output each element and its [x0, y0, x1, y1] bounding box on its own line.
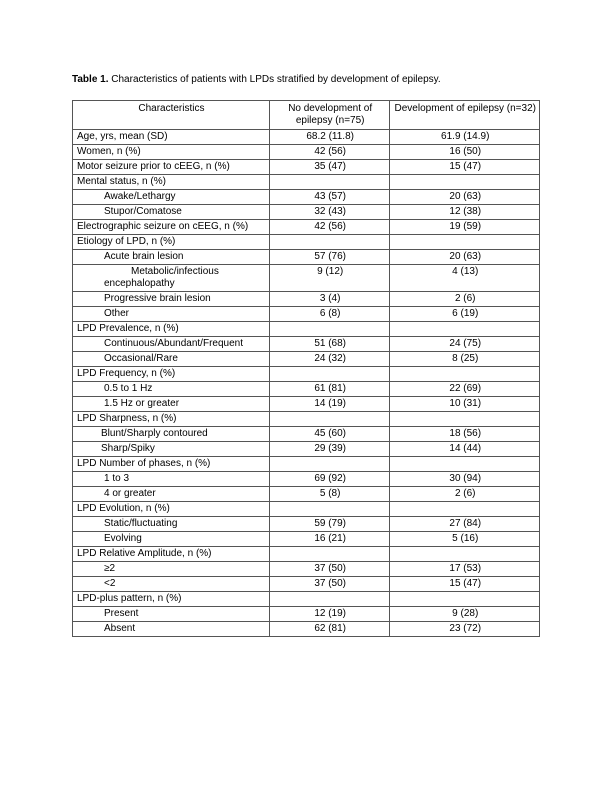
table-row [73, 382, 540, 397]
table-row [73, 175, 540, 190]
epilepsy-value [390, 457, 540, 472]
epilepsy-value: 15 (47) [390, 577, 540, 592]
no-epilepsy-value: 32 (43) [269, 205, 390, 220]
row-label: Blunt/Sharply contoured [73, 427, 270, 442]
no-epilepsy-value: 37 (50) [269, 577, 390, 592]
epilepsy-value: 20 (63) [390, 190, 540, 205]
no-epilepsy-value: 24 (32) [269, 352, 390, 367]
epilepsy-value [390, 322, 540, 337]
epilepsy-value: 24 (75) [390, 337, 540, 352]
row-label: LPD-plus pattern, n (%) [73, 592, 270, 607]
table-row [73, 322, 540, 337]
no-epilepsy-value: 12 (19) [269, 607, 390, 622]
epilepsy-value: 20 (63) [390, 250, 540, 265]
row-label: Static/fluctuating [73, 517, 270, 532]
epilepsy-value: 9 (28) [390, 607, 540, 622]
epilepsy-value: 27 (84) [390, 517, 540, 532]
no-epilepsy-value: 43 (57) [269, 190, 390, 205]
epilepsy-value: 8 (25) [390, 352, 540, 367]
epilepsy-value [390, 235, 540, 250]
no-epilepsy-value: 37 (50) [269, 562, 390, 577]
table-row [73, 547, 540, 562]
row-label: Awake/Lethargy [73, 190, 270, 205]
epilepsy-value: 18 (56) [390, 427, 540, 442]
table-row [73, 307, 540, 322]
epilepsy-value: 22 (69) [390, 382, 540, 397]
row-label: Mental status, n (%) [73, 175, 270, 190]
table-row [73, 367, 540, 382]
no-epilepsy-value: 16 (21) [269, 532, 390, 547]
row-label: LPD Prevalence, n (%) [73, 322, 270, 337]
no-epilepsy-value: 29 (39) [269, 442, 390, 457]
row-label: Age, yrs, mean (SD) [73, 130, 270, 145]
no-epilepsy-value: 5 (8) [269, 487, 390, 502]
row-label: Continuous/Abundant/Frequent [73, 337, 270, 352]
table-row [73, 250, 540, 265]
no-epilepsy-value [269, 175, 390, 190]
row-label: ≥2 [73, 562, 270, 577]
no-epilepsy-value: 14 (19) [269, 397, 390, 412]
no-epilepsy-value: 3 (4) [269, 292, 390, 307]
row-label: Present [73, 607, 270, 622]
row-label: Other [73, 307, 270, 322]
epilepsy-value: 12 (38) [390, 205, 540, 220]
header-no-epilepsy: No development of epilepsy (n=75) [269, 101, 390, 130]
table-row [73, 265, 540, 292]
epilepsy-value: 16 (50) [390, 145, 540, 160]
row-label: 1 to 3 [73, 472, 270, 487]
table-row [73, 487, 540, 502]
epilepsy-value: 17 (53) [390, 562, 540, 577]
no-epilepsy-value [269, 235, 390, 250]
no-epilepsy-value: 69 (92) [269, 472, 390, 487]
table-row [73, 235, 540, 250]
table-row [73, 160, 540, 175]
table-row [73, 562, 540, 577]
table-row [73, 190, 540, 205]
table-row [73, 577, 540, 592]
no-epilepsy-value: 59 (79) [269, 517, 390, 532]
row-label: Women, n (%) [73, 145, 270, 160]
no-epilepsy-value [269, 367, 390, 382]
epilepsy-value: 61.9 (14.9) [390, 130, 540, 145]
row-label: Stupor/Comatose [73, 205, 270, 220]
no-epilepsy-value: 42 (56) [269, 145, 390, 160]
epilepsy-value: 23 (72) [390, 622, 540, 637]
no-epilepsy-value: 6 (8) [269, 307, 390, 322]
no-epilepsy-value [269, 322, 390, 337]
epilepsy-value: 30 (94) [390, 472, 540, 487]
no-epilepsy-value [269, 547, 390, 562]
table-header [73, 101, 540, 130]
epilepsy-value: 6 (19) [390, 307, 540, 322]
row-label: Progressive brain lesion [73, 292, 270, 307]
epilepsy-value: 2 (6) [390, 487, 540, 502]
row-label: LPD Number of phases, n (%) [73, 457, 270, 472]
epilepsy-value: 10 (31) [390, 397, 540, 412]
epilepsy-value [390, 592, 540, 607]
row-label: 1.5 Hz or greater [73, 397, 270, 412]
no-epilepsy-value: 45 (60) [269, 427, 390, 442]
epilepsy-value: 2 (6) [390, 292, 540, 307]
row-label: Metabolic/infectious encephalopathy [73, 265, 270, 292]
header-epilepsy: Development of epilepsy (n=32) [390, 101, 540, 130]
table-row [73, 130, 540, 145]
table-row [73, 412, 540, 427]
table-row [73, 352, 540, 367]
row-label: 0.5 to 1 Hz [73, 382, 270, 397]
no-epilepsy-value: 57 (76) [269, 250, 390, 265]
table-row [73, 205, 540, 220]
row-label: LPD Evolution, n (%) [73, 502, 270, 517]
row-label: <2 [73, 577, 270, 592]
row-label: Etiology of LPD, n (%) [73, 235, 270, 250]
table-row [73, 145, 540, 160]
table-caption [72, 73, 441, 86]
no-epilepsy-value: 9 (12) [269, 265, 390, 292]
no-epilepsy-value [269, 502, 390, 517]
epilepsy-value [390, 547, 540, 562]
table-row [73, 220, 540, 235]
no-epilepsy-value: 51 (68) [269, 337, 390, 352]
table-caption-text: Characteristics of patients with LPDs stratified by development of epilepsy. [108, 74, 441, 85]
epilepsy-value [390, 412, 540, 427]
table-caption-label: Table 1. [72, 74, 109, 85]
epilepsy-value: 5 (16) [390, 532, 540, 547]
table-row [73, 472, 540, 487]
no-epilepsy-value: 35 (47) [269, 160, 390, 175]
epilepsy-value [390, 175, 540, 190]
row-label: LPD Sharpness, n (%) [73, 412, 270, 427]
row-label: Motor seizure prior to cEEG, n (%) [73, 160, 270, 175]
epilepsy-value: 14 (44) [390, 442, 540, 457]
table-row [73, 397, 540, 412]
row-label: Absent [73, 622, 270, 637]
table-row [73, 622, 540, 637]
epilepsy-value [390, 502, 540, 517]
row-label: Occasional/Rare [73, 352, 270, 367]
no-epilepsy-value: 68.2 (11.8) [269, 130, 390, 145]
row-label: Evolving [73, 532, 270, 547]
table-row [73, 532, 540, 547]
epilepsy-value: 4 (13) [390, 265, 540, 292]
row-label: LPD Frequency, n (%) [73, 367, 270, 382]
table-row [73, 517, 540, 532]
row-label: Acute brain lesion [73, 250, 270, 265]
row-label: 4 or greater [73, 487, 270, 502]
row-label: Electrographic seizure on cEEG, n (%) [73, 220, 270, 235]
no-epilepsy-value: 61 (81) [269, 382, 390, 397]
table-row [73, 457, 540, 472]
table-row [73, 337, 540, 352]
header-row [73, 101, 540, 130]
table-row [73, 607, 540, 622]
table-row [73, 442, 540, 457]
no-epilepsy-value: 42 (56) [269, 220, 390, 235]
row-label: Sharp/Spiky [73, 442, 270, 457]
no-epilepsy-value: 62 (81) [269, 622, 390, 637]
no-epilepsy-value [269, 412, 390, 427]
epilepsy-value: 19 (59) [390, 220, 540, 235]
header-characteristics: Characteristics [73, 101, 270, 130]
characteristics-table [72, 100, 540, 637]
table-row [73, 592, 540, 607]
table-body [73, 130, 540, 637]
no-epilepsy-value [269, 592, 390, 607]
epilepsy-value: 15 (47) [390, 160, 540, 175]
row-label: LPD Relative Amplitude, n (%) [73, 547, 270, 562]
table-row [73, 502, 540, 517]
table-row [73, 427, 540, 442]
epilepsy-value [390, 367, 540, 382]
table-row [73, 292, 540, 307]
no-epilepsy-value [269, 457, 390, 472]
